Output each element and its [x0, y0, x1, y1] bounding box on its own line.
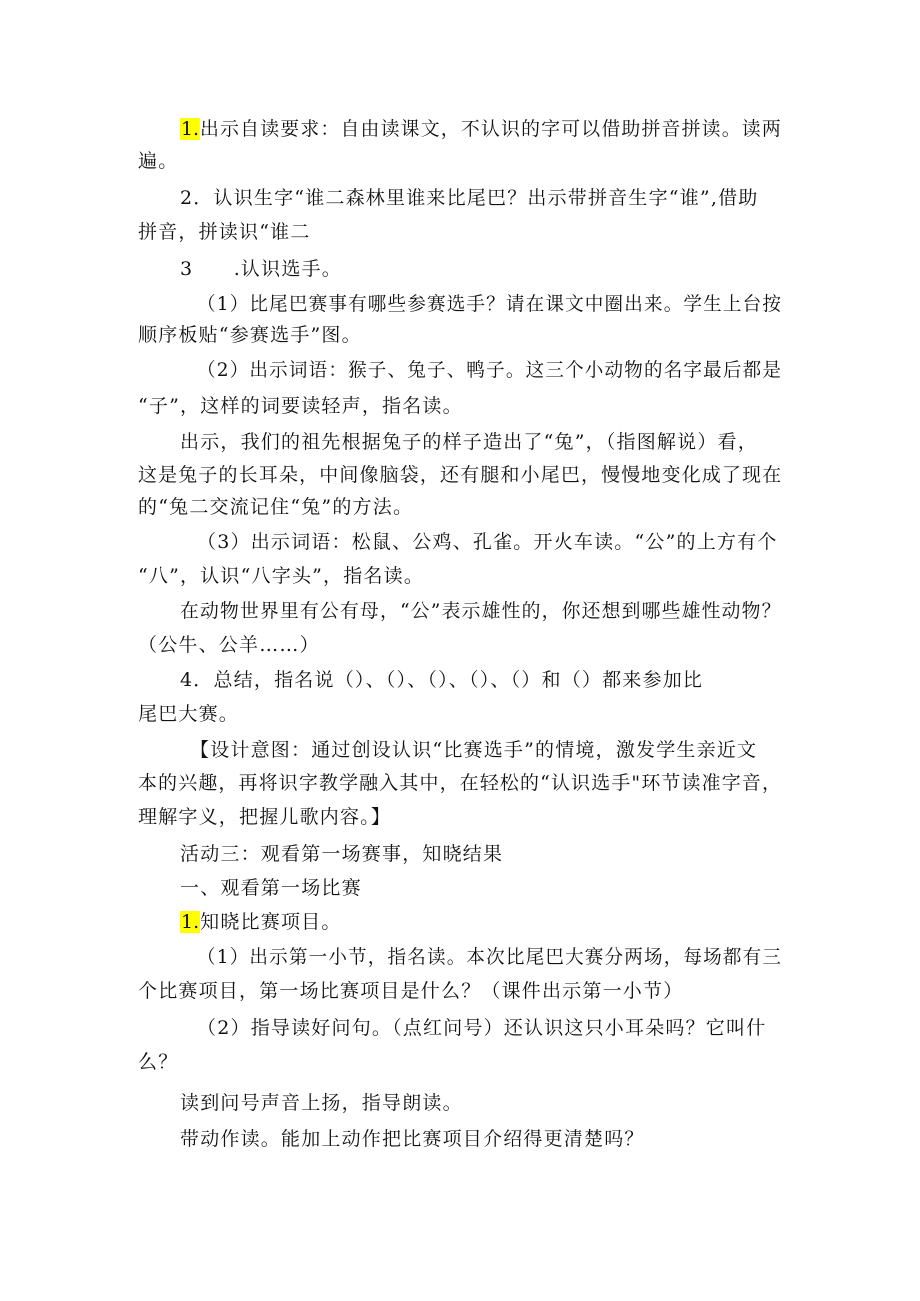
- text-line: 4．总结，指名说（）、（）、（）、（）、（）和（）都来参加比: [180, 669, 704, 691]
- text-line: （公牛、公羊……）: [138, 634, 320, 656]
- text-line: “子”，这样的词要读轻声，指名读。: [138, 395, 463, 417]
- text-line: 1.知晓比赛项目。: [181, 911, 342, 933]
- text-line: 理解字义，把握儿歌内容。】: [138, 806, 392, 828]
- text-line: 【设计意图：通过创设认识“比赛选手”的情境，激发学生亲近文: [190, 739, 758, 761]
- text-line: 这是兔子的长耳朵，中间像脑袋，还有腿和小尾巴，慢慢地变化成了现在: [138, 464, 783, 486]
- text-line: 么？: [138, 1051, 179, 1073]
- text-line: （3）出示词语：松鼠、公鸡、孔雀。开火车读。“公”的上方有个: [197, 531, 778, 553]
- text-line: 在动物世界里有公有母，“公”表示雄性的，你还想到哪些雄性动物？: [180, 600, 782, 622]
- text-line: （2）指导读好问句。（点红问号）还认识这只小耳朵吗？它叫什: [197, 1017, 767, 1039]
- text-line: 3 .认识选手。: [180, 258, 342, 280]
- text-line: 拼音，拼读识“谁二: [138, 221, 311, 243]
- highlighted-number: 1.: [181, 911, 200, 933]
- text-line: “八”，认识“八字头”，指名读。: [138, 565, 425, 587]
- text-line: 顺序板贴“参赛选手”图。: [138, 324, 362, 346]
- text-line: 的“兔二交流记住“兔”的方法。: [138, 496, 414, 518]
- text-line: 遍。: [138, 150, 179, 172]
- text-line: 个比赛项目，第一场比赛项目是什么？（课件出示第一小节）: [138, 980, 684, 1002]
- text-line: 一、观看第一场比赛: [180, 877, 362, 899]
- text-line: （1）比尾巴赛事有哪些参赛选手？请在课文中圈出来。学生上台按: [197, 293, 783, 315]
- text-line: 2．认识生字“谁二森林里谁来比尾巴？出示带拼音生字“谁”,借助: [180, 187, 759, 209]
- text-line: 读到问号声音上扬，指导朗读。: [180, 1092, 463, 1114]
- text-line: 1.出示自读要求：自由读课文，不认识的字可以借助拼音拼读。读两: [180, 118, 782, 140]
- text-line: （2）出示词语：猴子、兔子、鸭子。这三个小动物的名字最后都是: [197, 359, 783, 381]
- text-line: （1）出示第一小节，指名读。本次比尾巴大赛分两场，每场都有三: [197, 946, 783, 968]
- text-line: 尾巴大赛。: [138, 703, 240, 725]
- text-line: 带动作读。能加上动作把比赛项目介绍得更清楚吗？: [180, 1128, 645, 1150]
- text-line: 活动三：观看第一场赛事，知晓结果: [180, 843, 504, 865]
- highlighted-number: 1.: [180, 118, 200, 140]
- text-line: 本的兴趣，再将识字教学融入其中，在轻松的“认识选手"环节读准字音，: [138, 772, 783, 794]
- text-line: 出示，我们的祖先根据兔子的样子造出了“兔”，（指图解说）看，: [180, 431, 758, 453]
